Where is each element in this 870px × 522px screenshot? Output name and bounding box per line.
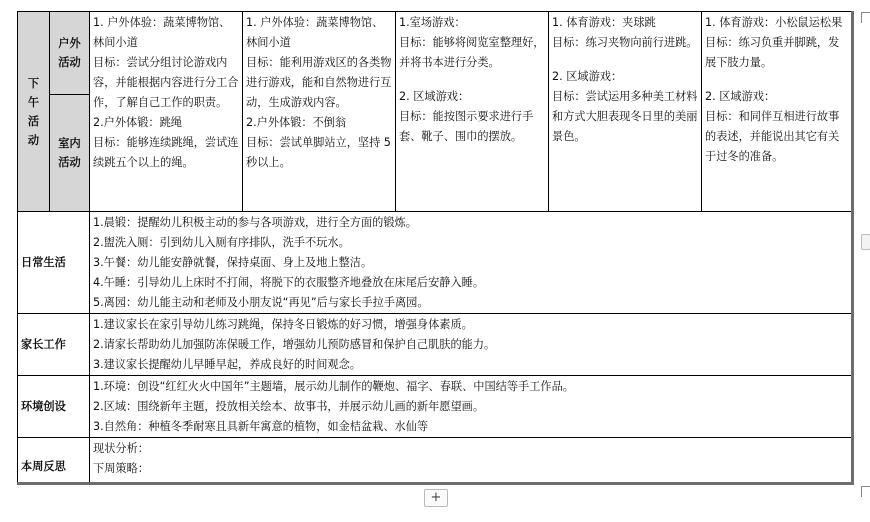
parents-work-label: 家长工作 [18, 314, 90, 376]
list-item: 2.请家长帮助幼儿加强防冻保暖工作，增强幼儿预防感冒和保护自己肌肤的能力。 [93, 338, 496, 351]
day-cell-5 [702, 12, 852, 212]
list-item: 2.盥洗入厕：引到幼儿入厕有序排队，洗手不玩水。 [93, 236, 350, 249]
list-item: 3.午餐：幼儿能安静就餐，保持桌面、身上及地上整洁。 [93, 256, 373, 269]
activity-line: 1. 体育游戏：小松鼠运松果 [705, 16, 843, 29]
activity-line: 目标：尝试运用多种美工材料和方式大胆表现冬日里的美丽景色。 [552, 90, 698, 143]
activity-line: 1. 户外体验：蔬菜博物馆、林间小道 [93, 16, 231, 49]
environment-label: 环境创设 [18, 376, 90, 438]
list-item: 1.建议家长在家引导幼儿练习跳绳，保持冬日锻炼的好习惯，增强身体素质。 [93, 318, 473, 331]
activity-line: 2. 区域游戏： [705, 90, 776, 103]
activity-line: 目标：尝试分组讨论游戏内容，并能根据内容进行分工合作，了解自己工作的职责。 [93, 56, 239, 109]
activity-line: 1. 体育游戏：夹球跳 [552, 16, 656, 29]
list-item: 3.自然角：种植冬季耐寒且具新年寓意的植物，如金桔盆栽、水仙等 [93, 420, 429, 433]
activity-line: 2.户外体锻：不倒翁 [246, 116, 347, 129]
activity-line: 1.室场游戏： [399, 16, 466, 29]
page-corner-mark-bottom [861, 486, 870, 497]
activity-line: 2.户外体锻：跳绳 [93, 116, 182, 129]
add-row-button[interactable]: + [424, 489, 448, 507]
day-cell-2 [243, 12, 396, 212]
reflection-row [18, 438, 852, 485]
daily-life-row [18, 212, 852, 314]
daily-life-content [90, 212, 852, 314]
reflection-label: 本周反思 [18, 438, 90, 485]
activity-line: 目标：能够连续跳绳，尝试连续跳五个以上的绳。 [93, 136, 239, 169]
activity-line: 目标：尝试单脚站立，坚持 5 秒以上。 [246, 136, 391, 169]
day-cell-4 [549, 12, 702, 212]
parents-work-content [90, 314, 852, 376]
indoor-label-text: 室内活动 [58, 137, 81, 169]
activity-line: 目标：能按图示要求进行手套、靴子、围巾的摆放。 [399, 110, 534, 143]
environment-content [90, 376, 852, 438]
environment-row [18, 376, 852, 438]
line-gap [705, 73, 848, 87]
list-item: 5.离园：幼儿能主动和老师及小朋友说“再见”后与家长手拉手离园。 [93, 296, 429, 309]
afternoon-label [18, 12, 50, 212]
list-item: 4.午睡：引导幼儿上床时不打闹，将脱下的衣服整齐地叠放在床尾后安静入睡。 [93, 276, 485, 289]
outdoor-label-text: 户外活动 [58, 37, 81, 69]
outdoor-label [50, 12, 90, 95]
list-item: 现状分析： [93, 442, 149, 455]
list-item: 1.环境：创设“红红火火中国年”主题墙，展示幼儿制作的鞭炮、福字、春联、中国结等手工作品。 [93, 380, 574, 393]
activity-line: 目标：和同伴互相进行故事的表述，并能说出其它有关于过冬的准备。 [705, 110, 840, 163]
activity-line: 目标：能够将阅览室整理好，并将书本进行分类。 [399, 36, 545, 69]
list-item: 1.晨锻：提醒幼儿积极主动的参与各项游戏，进行全方面的锻炼。 [93, 216, 417, 229]
page-bottom-shadow [17, 482, 853, 485]
list-item: 下周策略： [93, 462, 149, 475]
activity-line: 目标：练习夹物向前行进跳。 [552, 36, 698, 49]
page-corner-mark-top [861, 12, 870, 23]
weekly-plan-table [17, 11, 852, 484]
activity-line: 目标：能利用游戏区的各类物进行游戏，能和自然物进行互动，生成游戏内容。 [246, 56, 392, 109]
activity-line: 目标：练习负重并脚跳，发展下肢力量。 [705, 36, 840, 69]
line-gap [552, 53, 698, 67]
afternoon-label-text: 下午活动 [27, 76, 40, 147]
parents-work-row [18, 314, 852, 376]
daily-life-label: 日常生活 [18, 212, 90, 314]
table-resize-handle[interactable] [861, 234, 870, 250]
list-item: 2.区域：围绕新年主题，投放相关绘本、故事书，并展示幼儿画的新年愿望画。 [93, 400, 485, 413]
reflection-content [90, 438, 852, 485]
activity-line: 2. 区域游戏： [552, 70, 623, 83]
afternoon-outdoor-row [18, 12, 852, 95]
plan-page [17, 11, 853, 484]
line-gap [399, 73, 545, 87]
activity-line: 1. 户外体验：蔬菜博物馆、林间小道 [246, 16, 384, 49]
day-cell-1 [90, 12, 243, 212]
day-cell-3 [396, 12, 549, 212]
page-right-shadow [851, 11, 854, 485]
activity-line: 2. 区域游戏： [399, 90, 470, 103]
list-item: 3.建议家长提醒幼儿早睡早起，养成良好的时间观念。 [93, 358, 361, 371]
indoor-label [50, 95, 90, 212]
